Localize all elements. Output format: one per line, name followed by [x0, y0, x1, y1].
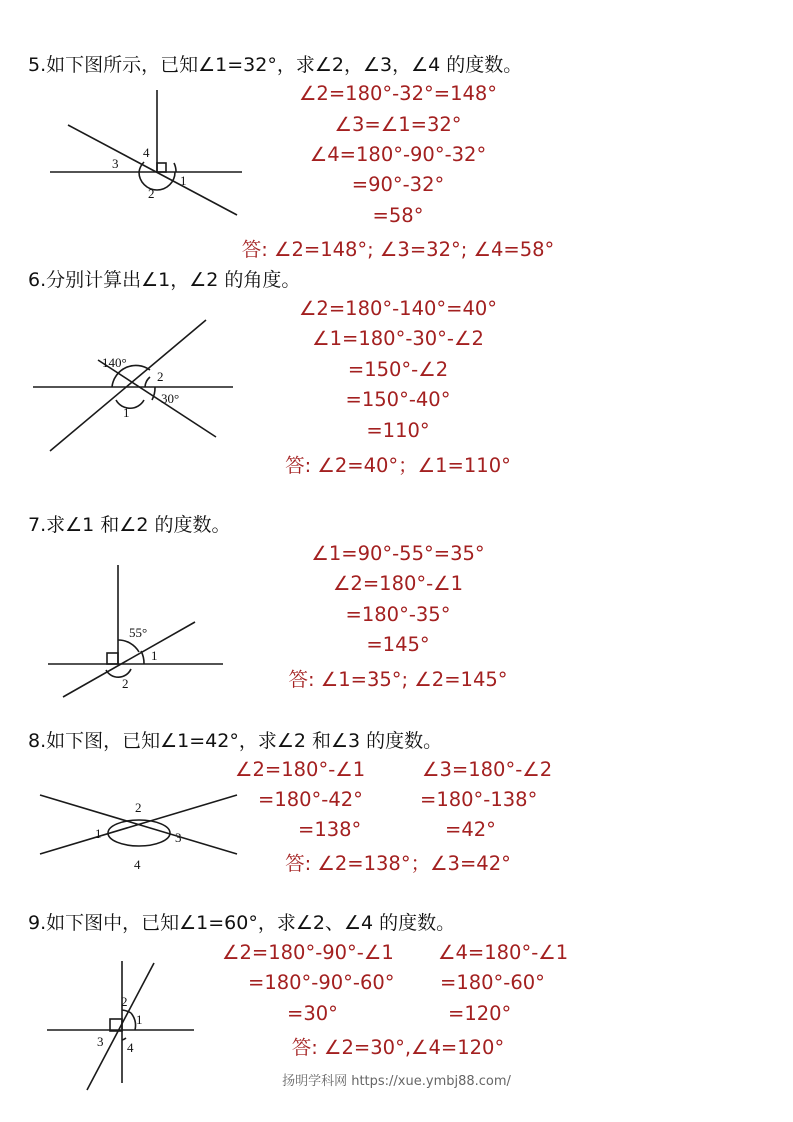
p8-left-line-3: =138° [298, 818, 362, 841]
p6-line-5: =110° [366, 419, 430, 442]
p6-label-30: 30° [161, 391, 180, 406]
p7-label-2: 2 [122, 676, 129, 691]
p9-right-line-2: =180°-60° [440, 971, 545, 994]
p8-right-line-3: =42° [445, 818, 496, 841]
p5-line-4: =90°-32° [351, 173, 445, 196]
p7-label-1: 1 [151, 648, 158, 663]
p6-line-3: =150°-∠2 [347, 358, 449, 381]
p6-label-2: 2 [157, 369, 164, 384]
problem-6-figure [28, 315, 248, 455]
p9-angle-arc-1 [131, 1013, 135, 1030]
p6-line-4: =150°-40° [345, 388, 451, 411]
p6-line-2: ∠1=180°-30°-∠2 [312, 327, 484, 350]
problem-6-title: 6.分别计算出∠1，∠2 的角度。 [28, 269, 301, 291]
p7-line-1: ∠1=90°-55°=35° [311, 542, 485, 565]
p9-answer: 答: ∠2=30°,∠4=120° [291, 1036, 505, 1059]
p6-angle-arc-2 [145, 377, 150, 387]
p5-angle-arc-1 [174, 163, 176, 172]
p5-label-1: 1 [180, 173, 187, 188]
problem-8-figure [35, 790, 245, 880]
p7-label-55: 55° [129, 625, 148, 640]
p8-label-4: 4 [134, 857, 141, 872]
p5-line-1: ∠2=180°-32°=148° [298, 82, 498, 105]
p8-right-line-1: ∠3=180°-∠2 [422, 758, 553, 781]
p9-label-1: 1 [136, 1012, 143, 1027]
p9-right-line-3: =120° [448, 1002, 512, 1025]
p5-label-3: 3 [112, 156, 119, 171]
p7-right-angle-mark [107, 653, 118, 664]
problem-9-title: 9.如下图中，已知∠1=60°，求∠2、∠4 的度数。 [28, 912, 456, 934]
p7-angle-arc-1 [141, 651, 144, 664]
p5-line-2: ∠3=∠1=32° [334, 113, 462, 136]
problem-5-title: 5.如下图所示，已知∠1=32°，求∠2，∠3，∠4 的度数。 [28, 54, 523, 76]
p9-label-2: 2 [121, 994, 128, 1009]
p6-label-1: 1 [123, 405, 130, 420]
p5-line-3: ∠4=180°-90°-32° [309, 143, 487, 166]
p8-left-line-2: =180°-42° [258, 788, 363, 811]
p5-angle-arc-2 [139, 172, 175, 190]
p9-right-angle-mark [110, 1019, 122, 1031]
p5-answer: 答: ∠2=148°; ∠3=32°; ∠4=58° [241, 238, 555, 261]
p6-rising-line [50, 320, 206, 451]
p7-angle-arc-55 [118, 640, 139, 652]
p6-line-1: ∠2=180°-140°=40° [298, 297, 498, 320]
p9-left-line-3: =30° [287, 1002, 338, 1025]
p9-label-3: 3 [97, 1034, 104, 1049]
p8-label-2: 2 [135, 800, 142, 815]
p6-label-140: 140° [102, 355, 127, 370]
p7-answer: 答: ∠1=35°; ∠2=145° [288, 668, 508, 691]
footer-watermark: 扬明学科网 https://xue.ymbj88.com/ [282, 1074, 511, 1089]
problem-7-title: 7.求∠1 和∠2 的度数。 [28, 514, 231, 536]
p6-answer: 答: ∠2=40°；∠1=110° [285, 454, 511, 477]
p8-left-line-1: ∠2=180°-∠1 [235, 758, 366, 781]
p9-left-line-2: =180°-90°-60° [248, 971, 395, 994]
p8-right-line-2: =180°-138° [420, 788, 538, 811]
p7-line-4: =145° [366, 633, 430, 656]
p5-label-2: 2 [148, 186, 155, 201]
p6-angle-arc-30 [152, 387, 155, 400]
problem-5-figure [40, 85, 260, 225]
p5-diagonal-line [68, 125, 237, 215]
p5-label-4: 4 [143, 145, 150, 160]
p8-label-1: 1 [95, 826, 102, 841]
p5-right-angle-mark [157, 163, 166, 172]
p6-angle-arc-1 [116, 400, 144, 408]
p9-label-4: 4 [127, 1040, 134, 1055]
p9-left-line-1: ∠2=180°-90°-∠1 [222, 941, 394, 964]
p7-line-2: ∠2=180°-∠1 [332, 572, 464, 595]
problem-8-title: 8.如下图，已知∠1=42°，求∠2 和∠3 的度数。 [28, 730, 443, 752]
p5-line-5: =58° [372, 204, 424, 227]
problem-7-figure [45, 560, 245, 705]
p9-right-line-1: ∠4=180°-∠1 [438, 941, 569, 964]
p7-line-3: =180°-35° [345, 603, 451, 626]
p8-label-3: 3 [175, 830, 182, 845]
p8-answer: 答: ∠2=138°；∠3=42° [285, 852, 511, 875]
